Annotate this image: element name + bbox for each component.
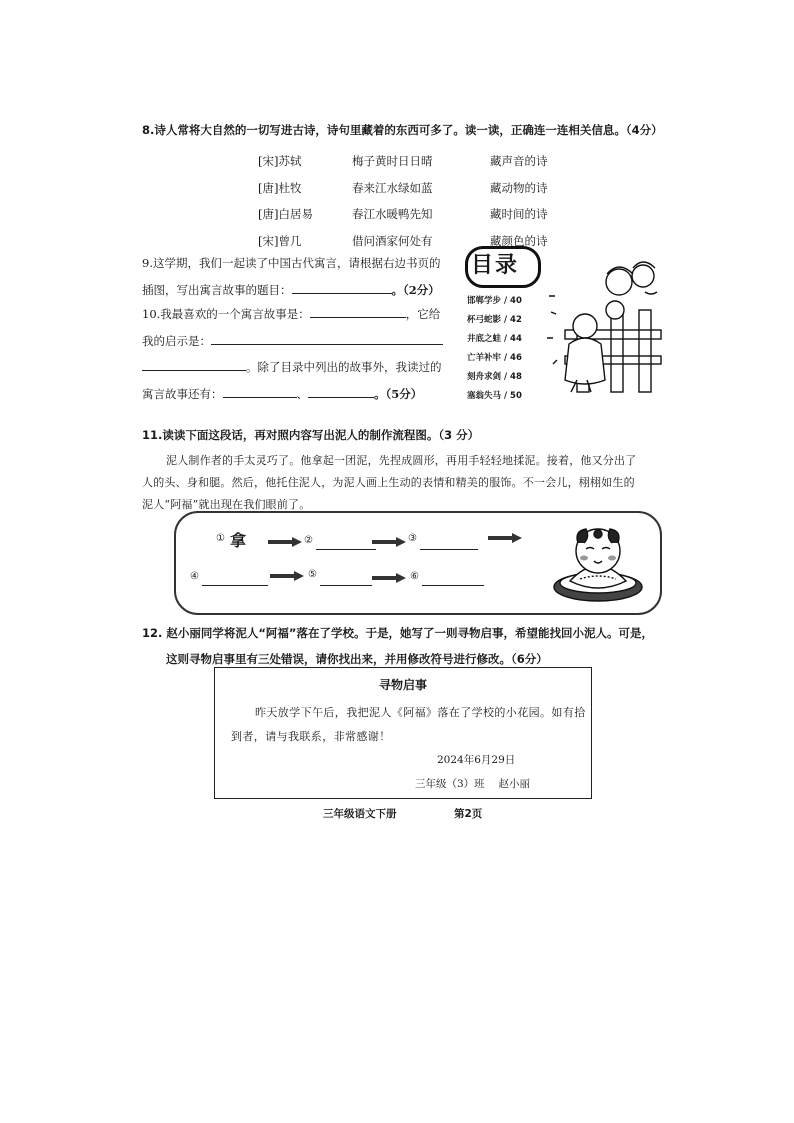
q8-categories — [490, 148, 548, 254]
notice-title: 寻物启事 — [378, 678, 427, 692]
q11-para-line: 泥人制作者的手太灵巧了。他拿起一团泥，先捏成圆形，再用手轻轻地揉泥。接着，他又分出了 — [166, 454, 637, 467]
q10-other-label: 寓言故事还有： — [142, 387, 223, 401]
fence-people-illustration — [545, 252, 663, 400]
q11-para-line: 泥人“阿福”就出现在我们眼前了。 — [142, 498, 311, 511]
q8-category: 藏动物的诗 — [490, 180, 548, 195]
q10-favorite-blank[interactable] — [310, 305, 406, 318]
q8-category: 藏声音的诗 — [490, 154, 548, 168]
flow-arrow-icon — [488, 533, 522, 543]
q8-line: 春江水暖鸭先知 — [352, 207, 433, 221]
q11-stem: 11.读读下面这段话，再对照内容写出泥人的制作流程图。（3 分） — [142, 428, 480, 442]
step-6-blank[interactable] — [422, 573, 484, 586]
step-number: ① — [216, 533, 225, 544]
q10-line3 — [142, 358, 442, 375]
q9-line2 — [142, 281, 440, 298]
q10-other-blank-1[interactable] — [223, 385, 297, 398]
step-number: ⑥ — [410, 571, 419, 582]
notice-date: 2024年6月29日 — [437, 754, 516, 766]
q10-other-blank-2[interactable] — [308, 385, 374, 398]
q10-other-prompt: 。除了目录中列出的故事外，我读过的 — [246, 360, 442, 374]
flow-arrow-icon — [270, 571, 304, 581]
step-3-blank[interactable] — [420, 537, 478, 550]
q8-author: [唐]白居易 — [258, 207, 313, 221]
step-1-text: 拿 — [230, 531, 247, 550]
toc-item: 亡羊补牢 / 46 — [467, 353, 522, 363]
footer-book-title: 三年级语文下册 — [323, 808, 397, 820]
step-number: ② — [304, 535, 313, 546]
q8-author: [宋]苏轼 — [258, 154, 302, 168]
q12-line1: 12. 赵小丽同学将泥人“阿福”落在了学校。于是，她写了一则寻物启事，希望能找回小泥人。可是， — [142, 626, 653, 640]
footer-page-number: 第2页 — [454, 808, 483, 820]
q8-stem: 8.诗人常将大自然的一切写进古诗，诗句里藏着的东西可多了。读一读，正确连一连相关信息。（4分） — [142, 123, 663, 137]
q10-prompt-tail: ，它给 — [405, 307, 441, 321]
step-number: ③ — [408, 533, 417, 544]
flowchart-panel — [174, 511, 662, 615]
q8-category: 藏颜色的诗 — [490, 233, 548, 248]
toc-item: 塞翁失马 / 50 — [467, 391, 522, 401]
q8-author: [唐]杜牧 — [258, 180, 302, 195]
notice-body-line: 到者，请与我联系，非常感谢！ — [231, 730, 391, 743]
toc-illustration — [457, 242, 665, 402]
toc-item: 邯郸学步 / 40 — [467, 296, 522, 306]
notice-body-line: 昨天放学下午后，我把泥人《阿福》落在了学校的小花园。如有拾 — [255, 706, 586, 719]
toc-title: 目录 — [471, 253, 520, 278]
q11-para-line: 人的头、身和腿。然后，他托住泥人，为泥人画上生动的表情和精美的服饰。不一会儿，栩栩如生的 — [142, 476, 635, 489]
toc-item: 杯弓蛇影 / 42 — [467, 315, 522, 325]
step-4-blank[interactable] — [202, 573, 268, 586]
q8-category: 藏时间的诗 — [490, 207, 548, 221]
flow-arrow-icon — [268, 537, 302, 547]
q9-score: 。（2分） — [391, 283, 440, 297]
flow-arrow-icon — [372, 537, 406, 547]
q9-prompt: 插图，写出寓言故事的题目： — [142, 283, 292, 297]
step-number: ⑤ — [308, 569, 317, 580]
q10-prompt: 10.我最喜欢的一个寓言故事是： — [142, 307, 310, 321]
step-5-blank[interactable] — [320, 573, 372, 586]
notice-signature: 三年级（3）班 赵小丽 — [415, 778, 531, 790]
q8-author: [宋]曾几 — [258, 233, 302, 248]
q8-line: 春来江水绿如蓝 — [352, 180, 433, 195]
step-2-blank[interactable] — [316, 537, 376, 550]
q10-line4 — [142, 385, 422, 402]
toc-item: 井底之蛙 / 44 — [467, 334, 522, 344]
q9-line1: 9.这学期，我们一起读了中国古代寓言，请根据右边书页的 — [142, 256, 441, 270]
flow-arrow-icon — [372, 573, 406, 583]
afu-clay-figure — [550, 523, 646, 605]
q10-line2 — [142, 332, 443, 349]
q8-line: 借问酒家何处有 — [352, 233, 433, 248]
q10-score: 。（5分） — [374, 387, 423, 401]
q8-lines — [352, 148, 433, 254]
q8-line: 梅子黄时日日晴 — [352, 154, 433, 168]
q10-separator: 、 — [296, 387, 308, 401]
lost-notice-box — [214, 667, 592, 799]
q9-answer-blank[interactable] — [292, 281, 392, 294]
q8-authors — [258, 148, 313, 254]
q10-lesson-blank[interactable] — [211, 332, 443, 345]
q12-line2: 这则寻物启事里有三处错误，请你找出来，并用修改符号进行修改。（6分） — [166, 652, 548, 666]
toc-item: 刻舟求剑 / 48 — [467, 372, 522, 382]
q10-line1 — [142, 305, 440, 322]
q10-lesson-blank-2[interactable] — [142, 358, 246, 371]
step-number: ④ — [190, 571, 199, 582]
q10-lesson-prompt: 我的启示是： — [142, 334, 211, 348]
